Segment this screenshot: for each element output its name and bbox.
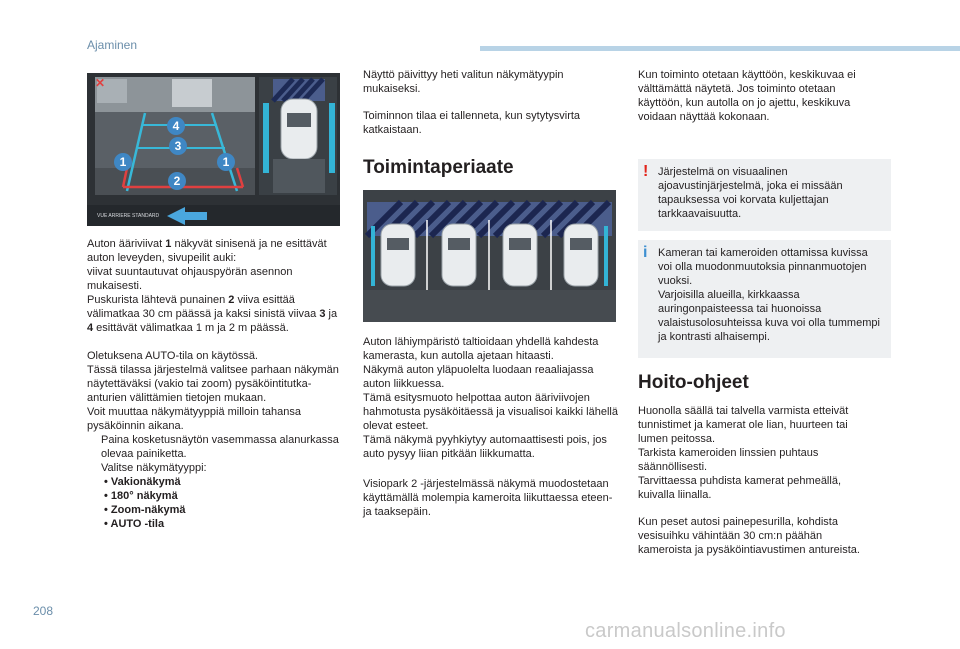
watermark: carmanualsonline.info [585,620,786,642]
page-number: 208 [33,604,54,618]
list-item: • AUTO -tila [104,517,343,531]
info-icon: i [643,244,648,261]
list-item: • 180° näkymä [104,489,343,503]
heading-toimintaperiaate: Toimintaperiaate [363,157,514,178]
marker-3: 3 [169,137,187,155]
rear-camera-figure [87,73,340,226]
status-paragraph: Toiminnon tilaa ei tallenneta, kun sytytysvirta katkaistaan. [363,110,581,136]
marker-4: 4 [167,117,185,135]
auto-mode-paragraph: Oletuksena AUTO-tila on käytössä. Tässä tilassa järjestelmä valitsee parhaan näkymän näytettäväksi (vakio tai zoom) pysäköintitutka-anturien välittämien tietojen mukaan. Voit muuttaa näkymätyyppiä milloin tahansa pysäköinnin aikana. [87,350,339,432]
arrow-bullet-icon [87,433,101,461]
instruction-step: Paina kosketusnäytön vasemmassa alanurkassa olevaa painiketta. [87,433,343,461]
list-item: • Vakionäkymä [104,475,343,489]
parking-top-view-figure [363,190,616,322]
principle-paragraph: Auton lähiympäristö taltioidaan yhdellä kahdesta kamerasta, kun autolla ajetaan hitaasti. Näkymä auton yläpuolelta luodaan reaaliajassa auton liikkuessa. Tämä esitysmuoto helpottaa auton ääriviivojen hahmotusta pysäköitäessä ja visualisoi kaikki lähellä olevat esteet. Tämä näkymä pyyhkiytyy automaattisesti pois, jos auto pysyy liian pitkään liikkumatta. [363,336,618,460]
section-header: Ajaminen [87,38,138,52]
list-item: • Zoom-näkymä [104,503,343,517]
header-bar [480,46,960,51]
activation-paragraph: Kun toiminto otetaan käyttöön, keskikuvaa ei välttämättä näytetä. Jos toiminto otetaan käyttöön, kun autolla on jo ajettu, keskikuva voidaan näyttää kokonaan. [638,69,856,123]
info-note: i Kameran tai kameroiden ottamissa kuvissa voi olla muodonmuutoksia pinnanmuotojen vuoksi. Varjoisilla alueilla, kirkkaassa auringonpaisteessa tai huonoissa valaistusolosuhteissa kuva voi olla tummempi ja kontrasti alhaisempi. [638,240,891,358]
svg-text:✕: ✕ [95,76,106,90]
heading-hoito-ohjeet: Hoito-ohjeet [638,372,749,393]
outline-paragraph: Auton ääriviivat 1 näkyvät sinisenä ja ne esittävät auton leveyden, sivupeilit auki: viivat suuntautuvat ohjauspyörän asennon mukaisesti. Puskurista lähtevä punainen 2 viiva esittää välimatkaa 30 cm päässä ja kaksi sinistä viivaa 3 ja 4 esittävät välimatkaa 1 m ja 2 m päässä. [87,238,338,334]
update-paragraph: Näyttö päivittyy heti valitun näkymätyypin mukaiseksi. [363,69,564,95]
care-paragraph: Huonolla säällä tai talvella varmista etteivät tunnistimet ja kamerat ole lian, huurteen tai lumen peitossa. Tarkista kameroiden linssien puhtaus säännöllisesti. Tarvittaessa puhdista kamerat pehmeällä, kuivalla liinalla. [638,405,849,501]
rear-camera-illustration [87,73,340,226]
marker-2: 2 [168,172,186,190]
marker-1-left: 1 [114,153,132,171]
visiopark-paragraph: Visiopark 2 -järjestelmässä näkymä muodostetaan käyttämällä molempia kameroita liikuttaessa eteen- ja taaksepäin. [363,478,613,518]
view-type-list [87,475,343,531]
parking-illustration [363,190,616,322]
warning-note: ! Järjestelmä on visuaalinen ajoavustinjärjestelmä, joka ei missään tapauksessa voi korvata kuljettajan tarkkaavaisuutta. [638,159,891,231]
principle-paragraphs [363,335,619,519]
column-1 [87,237,343,531]
instruction-step: Valitse näkymätyyppi: [87,461,343,475]
arrow-bullet-icon [87,461,101,475]
care-paragraphs [638,404,878,557]
pressure-wash-paragraph: Kun peset autosi painepesurilla, kohdista vesisuihku vähintään 30 cm:n päähän kameroista ja pysäköintiavustimen antureista. [638,516,860,556]
column-2 [363,68,619,137]
banner-text: VUE ARRIERE STANDARD [97,213,160,219]
marker-1-right: 1 [217,153,235,171]
warning-icon: ! [643,163,649,180]
